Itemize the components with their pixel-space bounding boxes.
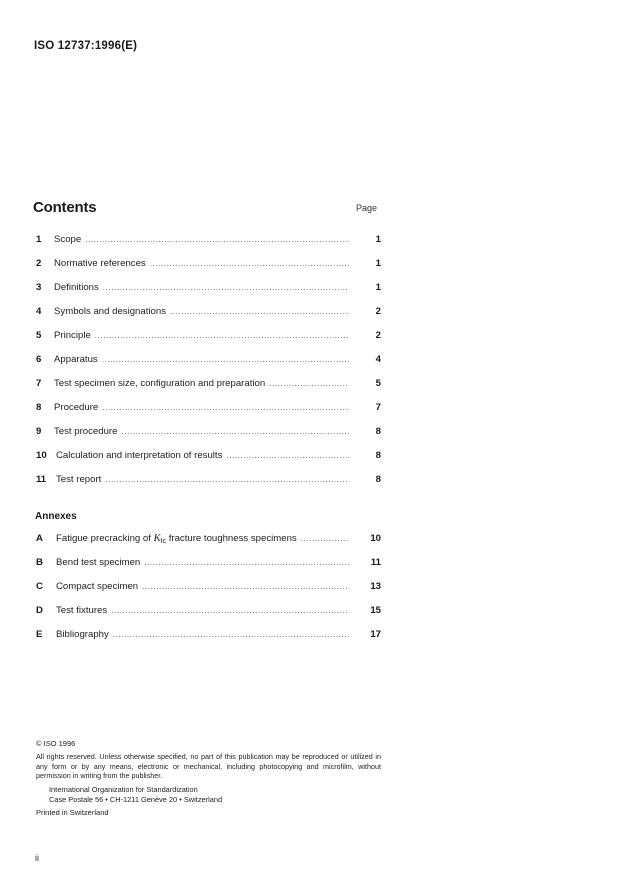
toc-entry[interactable] (36, 258, 381, 272)
toc-entry-page: 1 (375, 258, 381, 269)
annex-page: 15 (370, 605, 381, 616)
annex-entry[interactable] (36, 557, 381, 571)
toc-entry-number: 10 (36, 450, 47, 461)
toc-entry-page: 1 (375, 282, 381, 293)
dot-leader (142, 582, 349, 591)
toc-entry-number: 3 (36, 282, 42, 293)
dot-leader (170, 307, 349, 316)
toc-entry[interactable] (36, 234, 381, 248)
toc-entry-label: Normative references (54, 258, 146, 269)
toc-entry-label: Definitions (54, 282, 99, 293)
toc-entry[interactable] (36, 402, 381, 416)
dot-leader (105, 475, 349, 484)
toc-entry-number: 4 (36, 306, 42, 317)
toc-entry-page: 7 (375, 402, 381, 413)
toc-entry-label: Scope (54, 234, 82, 245)
toc-entry-number: 11 (36, 474, 47, 485)
annex-entry[interactable] (36, 581, 381, 595)
dot-leader (144, 558, 349, 567)
annex-page: 17 (370, 629, 381, 640)
dot-leader (95, 331, 349, 340)
annex-page: 11 (370, 557, 381, 568)
annex-entry[interactable] (36, 605, 381, 619)
k-ic-symbol: K (153, 533, 161, 544)
contents-title: Contents (33, 199, 97, 216)
toc-entry-label: Apparatus (54, 354, 98, 365)
annex-page: 10 (370, 533, 381, 544)
toc-entry-label: Calculation and interpretation of results (56, 450, 223, 461)
annexes-heading: Annexes (35, 511, 77, 522)
printed-in: Printed in Switzerland (36, 808, 109, 817)
annex-letter: C (36, 581, 43, 592)
toc-entry-label: Test specimen size, configuration and preparation (54, 378, 266, 389)
annex-label: Test fixtures (56, 605, 108, 616)
toc-entry-page: 1 (375, 234, 381, 245)
document-id: ISO 12737:1996(E) (34, 40, 138, 52)
toc-entry-page: 2 (375, 330, 381, 341)
annex-label: Bend test specimen (56, 557, 141, 568)
annex-letter: D (36, 605, 43, 616)
toc-entry[interactable] (36, 354, 381, 368)
toc-entry-number: 2 (36, 258, 42, 269)
dot-leader (103, 283, 349, 292)
toc-entry-number: 9 (36, 426, 42, 437)
annex-letter: B (36, 557, 43, 568)
annex-entry[interactable] (36, 629, 381, 643)
annex-label: Fatigue precracking of $K_{Ic}$ fracture toughness specimens (56, 533, 297, 545)
toc-entry-number: 6 (36, 354, 42, 365)
toc-entry[interactable] (36, 474, 381, 488)
toc-entry[interactable] (36, 282, 381, 296)
page-number: ii (35, 853, 39, 863)
toc-entry-label: Test procedure (54, 426, 118, 437)
toc-entry-number: 5 (36, 330, 42, 341)
toc-entry-label: Principle (54, 330, 91, 341)
organization-name: International Organization for Standardization (49, 785, 198, 794)
dot-leader (301, 534, 349, 543)
toc-entry[interactable] (36, 330, 381, 344)
toc-entry-page: 4 (375, 354, 381, 365)
annex-label: Bibliography (56, 629, 109, 640)
publisher-address (49, 785, 222, 804)
dot-leader (102, 355, 349, 364)
toc-entry-page: 8 (375, 474, 381, 485)
toc-entry[interactable] (36, 426, 381, 440)
toc-entry-label: Test report (56, 474, 102, 485)
toc-entry-label: Procedure (54, 402, 99, 413)
toc-entry-page: 5 (375, 378, 381, 389)
annex-letter: E (36, 629, 43, 640)
toc-entry[interactable] (36, 378, 381, 392)
annex-page: 13 (370, 581, 381, 592)
annex-label: Compact specimen (56, 581, 139, 592)
toc-entry-page: 8 (375, 450, 381, 461)
toc-entry-number: 8 (36, 402, 42, 413)
toc-entry-label: Symbols and designations (54, 306, 166, 317)
toc-entry-page: 8 (375, 426, 381, 437)
dot-leader (269, 379, 349, 388)
organization-address: Case Postale 56 • CH-1211 Genève 20 • Switzerland (49, 794, 223, 804)
dot-leader (113, 630, 349, 639)
toc-entry-number: 1 (36, 234, 42, 245)
toc-entry-page: 2 (375, 306, 381, 317)
toc-entry[interactable] (36, 450, 381, 464)
toc-entry-number: 7 (36, 378, 42, 389)
annex-letter: A (36, 533, 43, 544)
annex-entry[interactable] (36, 533, 381, 547)
dot-leader (111, 606, 349, 615)
dot-leader (85, 235, 349, 244)
rights-statement: All rights reserved. Unless otherwise specified, no part of this publication may be reproduced or utilized in any form or by any means, electronic or mechanical, including photocopying and microfilm, without permission in writing from the publisher. (36, 752, 381, 780)
copyright-notice: © ISO 1996 (36, 739, 76, 748)
toc-entry[interactable] (36, 306, 381, 320)
dot-leader (226, 451, 349, 460)
dot-leader (121, 427, 349, 436)
dot-leader (102, 403, 349, 412)
page-column-header: Page (356, 203, 378, 213)
dot-leader (150, 259, 349, 268)
